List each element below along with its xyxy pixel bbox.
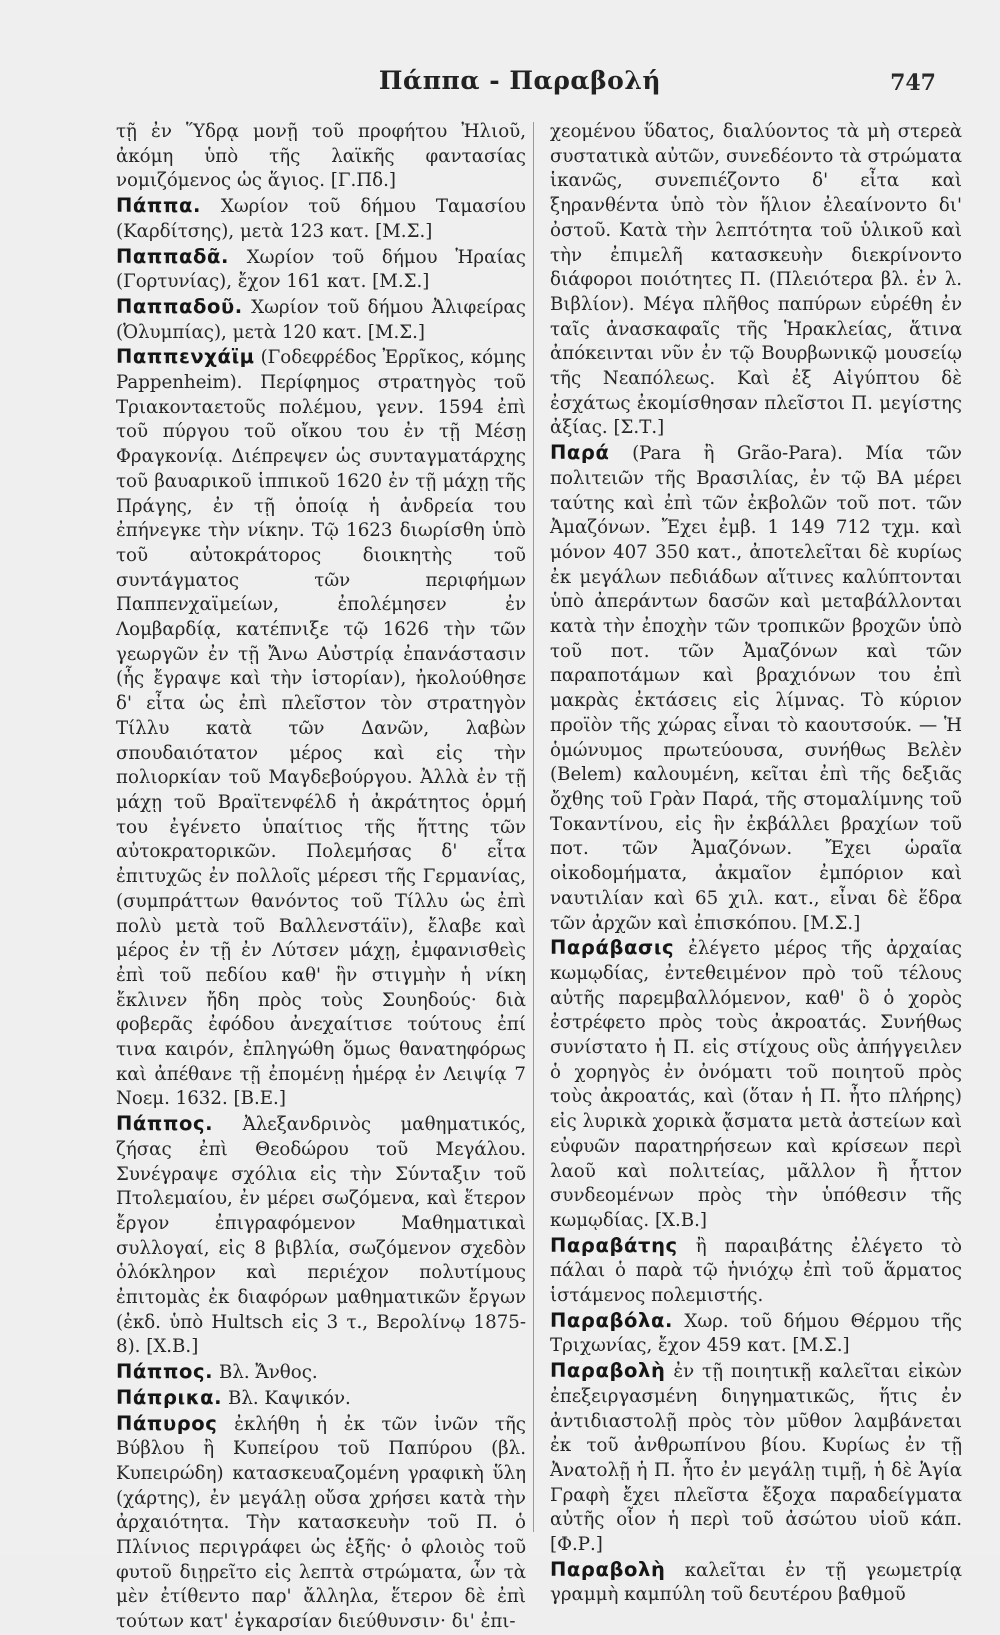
entry-pappenheim [116,345,526,1112]
entry-pappos [116,1112,526,1360]
entry-headword: Παππενχάϊμ [116,345,255,369]
entry-text: Χωρίον τοῦ δήμου Ταμασίου (Καρδίτσης), μετὰ 123 κατ. [Μ.Σ.] [116,196,526,242]
entry-headword: Παππαδᾶ. [116,244,229,268]
entry-text: ἐν τῇ ποιητικῇ καλεῖται εἰκὼν ἐπεξειργασμένη διηγηματικῶς, ἥτις ἐν ἀντιδιαστολῇ πρὸς τὸν μῦθον λαμβάνεται ἐκ τοῦ ἀνθρωπίνου βίου. Κυρίως ἐν τῇ Ἀνατολῇ ἡ Π. ἦτο ἐν μεγάλῃ τιμῇ, ἡ δὲ Ἁγία Γραφὴ ἔχει πλεῖστα ἔξοχα παραδείγματα αὐτῆς οἷον ἡ περὶ τοῦ ἀσώτου υἱοῦ κάπ. [Φ.Ρ.] [550,1361,962,1556]
running-head: Πάππα - Παραβολή [378,66,662,95]
entry-text: (Γοδεφρέδος Ἐρρῖκος, κόμης Pappenheim). Περίφημος στρατηγὸς τοῦ Τριακονταετοῦς πολέμου, γενν. 1594 ἐπὶ τοῦ πύργου τοῦ οἴκου του ἐν τῇ Μέσῃ Φραγκονίᾳ. Διέπρεψεν ὡς συνταγματάρχης τοῦ βαυαρικοῦ ἱππικοῦ 1620 ἐν τῇ μάχῃ τῆς Πράγης, ἐν τῇ ὁποίᾳ ἡ ἀνδρεία του ἐπήνεγκε τὴν νίκην. Τῷ 1623 διωρίσθη ὑπὸ τοῦ αὐτοκράτορος διοικητὴς τοῦ συντάγματος τῶν περιφήμων Παππενχαϊμείων, ἐπολέμησεν ἐν Λομβαρδίᾳ, κατέπνιξε τῷ 1626 τὴν τῶν γεωργῶν ἐν τῇ Ἄνω Αὐστρίᾳ ἐπανάστασιν (ἧς ἔγραψε καὶ τὴν ἱστορίαν), ἠκολούθησε δ' εἶτα ὡς ἐπὶ πλεῖστον τὸν στρατηγὸν Τίλλυ κατὰ τῶν Δανῶν, λαβὼν σπουδαιότατον μέρος καὶ εἰς τὴν πολιορκίαν τοῦ Μαγδεβούργου. Ἀλλὰ ἐν τῇ μάχῃ τοῦ Βραϊτενφέλδ ἡ ἀκράτητος ὁρμή του ἐγένετο ὑπαίτιος τῆς ἥττης τῶν αὐτοκρατορικῶν. Πολεμήσας δ' εἶτα ἐπιτυχῶς ἐν πολλοῖς μέρεσι τῆς Γερμανίας, (συμπράττων θανόντος τοῦ Τίλλυ ὡς ἐπὶ πολὺ μετὰ τοῦ Βαλλενστάϊν), ἔλαβε καὶ μέρος ἐν τῇ ἐν Λύτσεν μάχῃ, ἐμφανισθεὶς ἐπὶ τοῦ πεδίου καθ' ἣν στιγμὴν ἡ νίκη ἔκλινεν ἤδη πρὸς τοὺς Σουηδούς· διὰ φοβερᾶς ἐφόδου ἀνεχαίτισε τούτους ἐπί τινα καιρόν, ἐπληγώθη ὅμως θανατηφόρως καὶ ἀπέθανε τῇ ἐπομένῃ ἡμέρᾳ ἐν Λειψίᾳ 7 Νοεμ. 1632. [Β.Ε.] [116,347,526,1110]
entry-text: Χωρίον τοῦ δήμου Ἀλιφείρας (Ὀλυμπίας), μετὰ 120 κατ. [Μ.Σ.] [116,296,526,343]
entry-text: Βλ. Ἄνθος. [218,1362,318,1384]
entry-headword: Παραβόλα. [550,1308,673,1332]
entry-paprika [116,1386,526,1412]
entry-headword: Παππαδοῦ. [116,294,243,318]
column-divider [533,122,534,1532]
entry-text: ἢ παραιβάτης ἐλέγετο τὸ πάλαι ὁ παρὰ τῷ ἡνιόχῳ ἐπὶ τοῦ ἅρματος ἱστάμενος πολεμιστής. [550,1235,962,1307]
entry-headword: Παραβολὴ [550,1359,666,1383]
entry-text: Ἀλεξανδρινὸς μαθηματικός, ζήσας ἐπὶ Θεοδώρου τοῦ Μεγάλου. Συνέγραψε σχόλια εἰς τὴν Σύνταξιν τοῦ Πτολεμαίου, ἐν μέρει σωζόμενα, καὶ ἕτερον ἔργον ἐπιγραφόμενον Μαθηματικαὶ συλλογαί, εἰς 8 βιβλία, σωζόμενον σχεδὸν ὁλόκληρον καὶ περιέχον πολυτίμους ἐπιτομὰς ἐκ διαφόρων μαθηματικῶν ἔργων (ἐκδ. ὑπὸ Hultsch εἰς 3 τ., Βερολίνῳ 1875-8). [Χ.Β.] [116,1114,526,1358]
page-header [104,66,936,106]
entry-parabatis [550,1234,962,1309]
entry-text: καλεῖται ἐν τῇ γεωμετρίᾳ γραμμὴ καμπύλη τοῦ δευτέρου βαθμοῦ [550,1559,962,1606]
entry-text: Χωρ. τοῦ δήμου Θέρμου τῆς Τριχωνίας, ἔχον 459 κατ. [Μ.Σ.] [550,1310,962,1357]
entry-papyros [116,1412,526,1635]
entry-headword: Πάπυρος [116,1411,218,1435]
entry-text: ἐλέγετο μέρος τῆς ἀρχαίας κωμῳδίας, ἐντεθειμένον πρὸ τοῦ τέλους αὐτῆς παρεμβαλλόμενον, καθ' ὃ ὁ χορὸς ἐστρέφετο πρὸς τοὺς ἀκροατάς. Συνήθως συνίστατο ἡ Π. εἰς στίχους οὓς ἀπήγγειλεν ὁ χορηγὸς ἐν ὀνόματι τοῦ ποιητοῦ πρὸς τοὺς ἀκροατάς, καὶ (ὅταν ἡ Π. ἦτο πλήρης) εἰς λυρικὰ χορικὰ ᾄσματα μετὰ ἀστείων καὶ εὐφυῶν παρατηρήσεων καὶ κρίσεων περὶ λαοῦ καὶ πολιτείας, μᾶλλον ἢ ἧττον συνδεομένων πρὸς τὴν ὑπόθεσιν τῆς κωμῳδίας. [Χ.Β.] [550,938,962,1231]
right-column [550,120,962,1608]
entry-headword: Πάππος. [116,1360,214,1384]
entry-paraboli-2 [550,1558,962,1608]
entry-text: ἐκλήθη ἡ ἐκ τῶν ἰνῶν τῆς Βύβλου ἢ Κυπείρου τοῦ Παπύρου (βλ. Κυπειρώδη) κατασκευαζομένη γραφικὴ ὕλη (χάρτης), ἐν μεγάλῃ οὔσα χρήσει κατὰ τὴν ἀρχαιότητα. Τὴν κατασκευὴν τοῦ Π. ὁ Πλίνιος περιγράφει ὡς ἑξῆς· ὁ φλοιὸς τοῦ φυτοῦ διῃρεῖτο εἰς λεπτὰ στρώματα, ὧν τὰ μὲν ἐτίθεντο παρ' ἄλληλα, ἕτερον δὲ ἐπὶ τούτων κατ' ἐγκαρσίαν διεύθυνσιν· δι' ἐπι- [116,1413,526,1633]
entry-headword: Παραβολὴ [550,1557,666,1581]
page-number: 747 [890,70,936,96]
entry-text: τῇ ἐν Ὕδρᾳ μονῇ τοῦ προφήτου Ἠλιοῦ, ἀκόμη ὑπὸ τῆς λαϊκῆς φαντασίας νομιζόμενος ὡς ἅγιος. [Γ.Πδ.] [116,121,526,192]
entry-text: Βλ. Καψικόν. [227,1387,351,1409]
entry-continuation-right [550,120,962,441]
entry-headword: Παραβάτης [550,1233,678,1257]
entry-headword: Πάπρικα. [116,1385,223,1409]
left-column [116,120,526,1635]
entry-parabasis [550,936,962,1233]
entry-para [550,441,962,936]
entry-headword: Πάππα. [116,194,201,218]
entry-pappada [116,245,526,295]
entry-parabola [550,1309,962,1359]
entry-continuation [116,120,526,194]
entry-pappa [116,194,526,244]
entry-text: χεομένου ὕδατος, διαλύοντος τὰ μὴ στερεὰ συστατικὰ αὐτῶν, συνεδέοντο τὰ στρώματα ἱκανῶς, συνεπιέζοντο δ' εἶτα καὶ ξηρανθέντα ὑπὸ τὸν ἥλιον ἐλεαίνοντο δι' ὀστοῦ. Κατὰ τὴν λεπτότητα τοῦ ὑλικοῦ καὶ τὴν ἐπιμελῆ κατασκευὴν διεκρίνοντο διάφοροι ποιότητες Π. (Πλειότερα βλ. ἐν λ. Βιβλίον). Μέγα πλῆθος παπύρων εὑρέθη ἐν ταῖς ἀνασκαφαῖς τῆς Ἡρακλείας, ἅτινα ἀπόκεινται νῦν ἐν τῷ Βουρβωνικῷ μουσείῳ τῆς Νεαπόλεως. Καὶ ἐξ Αἰγύπτου δὲ ἐσχάτως ἐκομίσθησαν πλεῖστοι Π. μεγίστης ἀξίας. [Σ.Τ.] [550,121,962,439]
entry-text: (Para ἢ Grão-Para). Μία τῶν πολιτειῶν τῆς Βρασιλίας, ἐν τῷ ΒΑ μέρει ταύτης καὶ ἐπὶ τῶν ἐκβολῶν τοῦ ποτ. τῶν Ἀμαζόνων. Ἔχει ἐμβ. 1 149 712 τχμ. καὶ μόνον 407 350 κατ., ἀποτελεῖται δὲ κυρίως ἐκ μεγάλων πεδιάδων αἵτινες καλύπτονται ὑπὸ ἀπεράντων δασῶν καὶ μεταβάλλονται κατὰ τὴν ἐποχὴν τῶν τροπικῶν βροχῶν ὑπὸ τοῦ ποτ. τῶν Ἀμαζόνων καὶ τῶν παραποτάμων καὶ βραχιόνων του ἐπὶ μακρὰς ἐκτάσεις εἰς λίμνας. Τὸ κύριον προϊὸν τῆς χώρας εἶναι τὸ καουτσούκ. — Ἡ ὁμώνυμος πρωτεύουσα, συνήθως Βελὲν (Belem) καλουμένη, κεῖται ἐπὶ τῆς δεξιᾶς ὄχθης τοῦ Γρὰν Παρά, τῆς στομαλίμνης τοῦ Τοκαντίνου, εἰς ἣν ἐκβάλλει βραχίων τοῦ ποτ. τῶν Ἀμαζόνων. Ἔχει ὡραῖα οἰκοδομήματα, ἀκμαῖον ἐμπόριον καὶ ναυτιλίαν καὶ 65 χιλ. κατ., εἶναι δὲ ἕδρα τῶν ἀρχῶν καὶ ἐπισκόπου. [Μ.Σ.] [550,443,962,934]
entry-headword: Παράβασις [550,936,675,960]
entry-paraboli [550,1359,962,1558]
entry-text: Χωρίον τοῦ δήμου Ἡραίας (Γορτυνίας), ἔχον 161 κατ. [Μ.Σ.] [116,246,526,293]
entry-headword: Πάππος. [116,1112,214,1136]
entry-pappadou [116,295,526,345]
entry-headword: Παρά [550,441,610,465]
entry-pappos-2 [116,1360,526,1386]
